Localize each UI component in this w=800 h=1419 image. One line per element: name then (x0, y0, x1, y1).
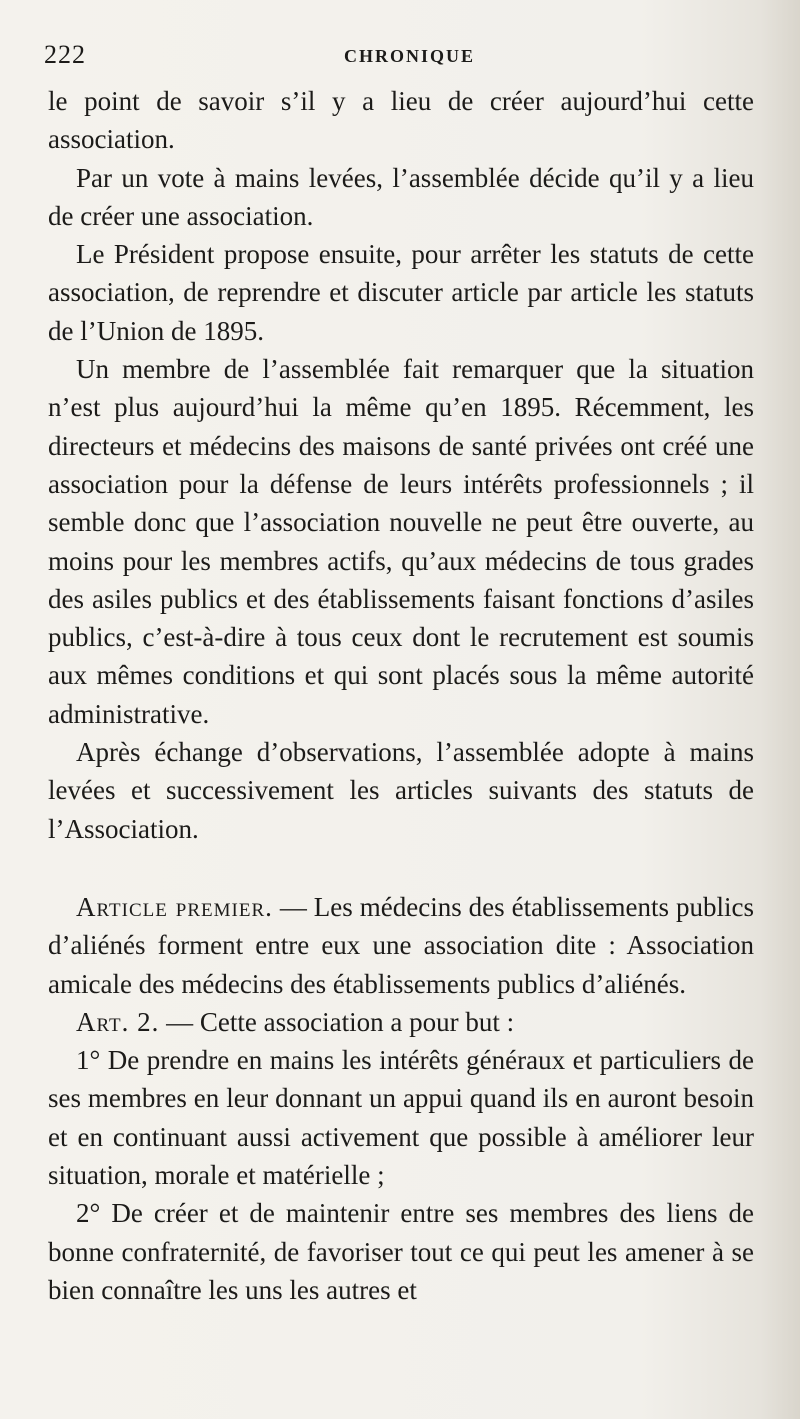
article-2 (48, 1003, 754, 1041)
section-gap (48, 848, 754, 888)
paragraph-adoption: Après échange d’observations, l’assemblée adopte à mains levées et successivement les articles suivants des statuts de l’Association. (48, 737, 754, 844)
page-number: 222 (44, 40, 86, 69)
article-2-heading: Art. 2. (76, 1006, 160, 1037)
article-2-text: — Cette association a pour but : (159, 1006, 515, 1037)
paragraph-continuation: le point de savoir s’il y a lieu de créer aujourd’hui cette association. (48, 86, 754, 155)
running-title: CHRONIQUE (344, 46, 476, 66)
running-head (44, 40, 756, 70)
article-2-item-2: 2° De créer et de maintenir entre ses membres des liens de bonne confraternité, de favoriser tout ce qui peut les amener à se bien connaître les uns les autres et (48, 1198, 754, 1305)
paragraph-president-proposal: Le Président propose ensuite, pour arrêter les statuts de cette association, de reprendre et discuter article par article les statuts de l’Union de 1895. (48, 239, 754, 346)
paragraph-vote: Par un vote à mains levées, l’assemblée décide qu’il y a lieu de créer une association. (48, 162, 754, 231)
article-1 (48, 888, 754, 1003)
body-text (48, 82, 754, 1309)
article-1-heading: Article premier. (76, 891, 273, 922)
paragraph-member-remark: Un membre de l’assemblée fait remarquer que la situation n’est plus aujourd’hui la même qu’en 1895. Récemment, les directeurs et médecins des maisons de santé privées ont créé une association pour la défense de leurs intérêts professionnels ; il semble donc que l’association nouvelle ne peut être ouverte, au moins pour les membres actifs, qu’aux médecins de tous grades des asiles publics et des établissements faisant fonctions d’asiles publics, c’est-à-dire à tous ceux dont le recrutement est soumis aux mêmes conditions et qui sont placés sous la même autorité administrative. (48, 354, 754, 729)
article-2-item-1: 1° De prendre en mains les intérêts généraux et particuliers de ses membres en leur donnant un appui quand ils en auront besoin et en continuant aussi activement que possible à améliorer leur situation, morale et matérielle ; (48, 1045, 754, 1191)
article-1-text: — Les médecins des établissements publics d’aliénés forment entre eux une association dite : Association amicale des médecins des établissements publics d’aliénés. (48, 891, 754, 999)
